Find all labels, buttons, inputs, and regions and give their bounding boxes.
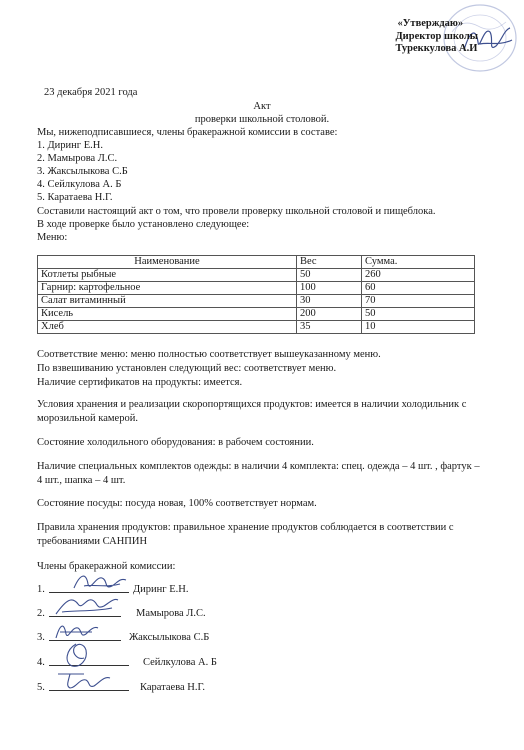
signature-name-5: Каратаева Н.Г. bbox=[140, 682, 206, 693]
signature-number-2: 2. bbox=[37, 608, 45, 619]
member-5: 5. Каратаева Н.Г. bbox=[37, 192, 113, 203]
statement-2: В ходе проверке было установлено следующее: bbox=[37, 219, 250, 230]
row-name: Салат витаминный bbox=[38, 295, 297, 308]
signature-number-3: 3. bbox=[37, 632, 45, 643]
row-name: Гарнир: картофельное bbox=[38, 282, 297, 295]
approval-line-2: Директор школы bbox=[395, 30, 478, 42]
intro-text: Мы, нижеподписавшиеся, члены бракеражной комиссии в составе: bbox=[37, 127, 338, 138]
row-weight: 30 bbox=[297, 295, 362, 308]
finding-rules-line-2: требованиями САНПИН bbox=[37, 536, 148, 547]
row-name: Кисель bbox=[38, 308, 297, 321]
row-sum: 60 bbox=[362, 282, 475, 295]
document-title: Акт bbox=[253, 101, 271, 112]
header-sum: Сумма. bbox=[362, 256, 475, 269]
member-2: 2. Мамырова Л.С. bbox=[37, 153, 118, 164]
row-name: Котлеты рыбные bbox=[38, 269, 297, 282]
statement-1: Составили настоящий акт о том, что провели проверку школьной столовой и пищеблока. bbox=[37, 206, 436, 217]
finding-clothing-line-1: Наличие специальных комплектов одежды: в наличии 4 комплекта: спец. одежда – 4 шт. , фартук – bbox=[37, 461, 480, 472]
header-weight: Вес bbox=[297, 256, 362, 269]
commission-label: Члены бракеражной комиссии: bbox=[37, 561, 176, 572]
finding-storage-line-1: Условия хранения и реализации скоропортящихся продуктов: имеется в наличии холодильник с bbox=[37, 399, 467, 410]
signature-name-4: Сейлкулова А. Б bbox=[143, 657, 217, 668]
signature-number-5: 5. bbox=[37, 682, 45, 693]
row-sum: 50 bbox=[362, 308, 475, 321]
table-row bbox=[38, 321, 475, 334]
finding-rules-line-1: Правила хранения продуктов: правильное хранение продуктов соблюдается в соответствии с bbox=[37, 522, 454, 533]
signature-name-1: Диринг Е.Н. bbox=[133, 584, 189, 595]
row-weight: 100 bbox=[297, 282, 362, 295]
document-subtitle: проверки школьной столовой. bbox=[194, 114, 330, 125]
table-row bbox=[38, 295, 475, 308]
approval-line-3: Туреккулова А.И bbox=[395, 43, 478, 54]
row-name: Хлеб bbox=[38, 321, 297, 334]
row-weight: 35 bbox=[297, 321, 362, 334]
member-1: 1. Диринг Е.Н. bbox=[37, 140, 103, 151]
finding-menu-match: Соответствие меню: меню полностью соответствует вышеуказанному меню. bbox=[37, 349, 381, 360]
signature-5 bbox=[54, 664, 114, 692]
signature-number-4: 4. bbox=[37, 657, 45, 668]
menu-table bbox=[37, 255, 475, 334]
table-row bbox=[38, 282, 475, 295]
finding-weight: По взвешиванию установлен следующий вес: соответствует меню. bbox=[37, 363, 337, 374]
row-weight: 200 bbox=[297, 308, 362, 321]
signature-name-2: Мамырова Л.С. bbox=[136, 608, 206, 619]
table-row bbox=[38, 308, 475, 321]
approval-line-1: «Утверждаю» bbox=[397, 18, 464, 29]
header-name: Наименование bbox=[38, 256, 297, 269]
signature-name-3: Жаксылыкова С.Б bbox=[129, 632, 210, 643]
row-sum: 70 bbox=[362, 295, 475, 308]
finding-dishes: Состояние посуды: посуда новая, 100% соответствует нормам. bbox=[37, 498, 317, 509]
finding-fridge: Состояние холодильного оборудования: в рабочем состоянии. bbox=[37, 437, 314, 448]
member-4: 4. Сейлкулова А. Б bbox=[37, 179, 122, 190]
finding-certificates: Наличие сертификатов на продукты: имеется. bbox=[37, 377, 243, 388]
approval-block bbox=[395, 18, 478, 56]
finding-clothing-line-2: 4 шт., шапка – 4 шт. bbox=[37, 475, 126, 486]
member-3: 3. Жаксылыкова С.Б bbox=[37, 166, 128, 177]
signature-number-1: 1. bbox=[37, 584, 45, 595]
row-sum: 10 bbox=[362, 321, 475, 334]
document-date: 23 декабря 2021 года bbox=[44, 87, 138, 98]
menu-table-header bbox=[38, 256, 475, 269]
finding-storage-line-2: морозильной камерой. bbox=[37, 413, 138, 424]
row-sum: 260 bbox=[362, 269, 475, 282]
table-row bbox=[38, 269, 475, 282]
row-weight: 50 bbox=[297, 269, 362, 282]
menu-label: Меню: bbox=[37, 232, 68, 243]
signature-2 bbox=[52, 592, 122, 618]
